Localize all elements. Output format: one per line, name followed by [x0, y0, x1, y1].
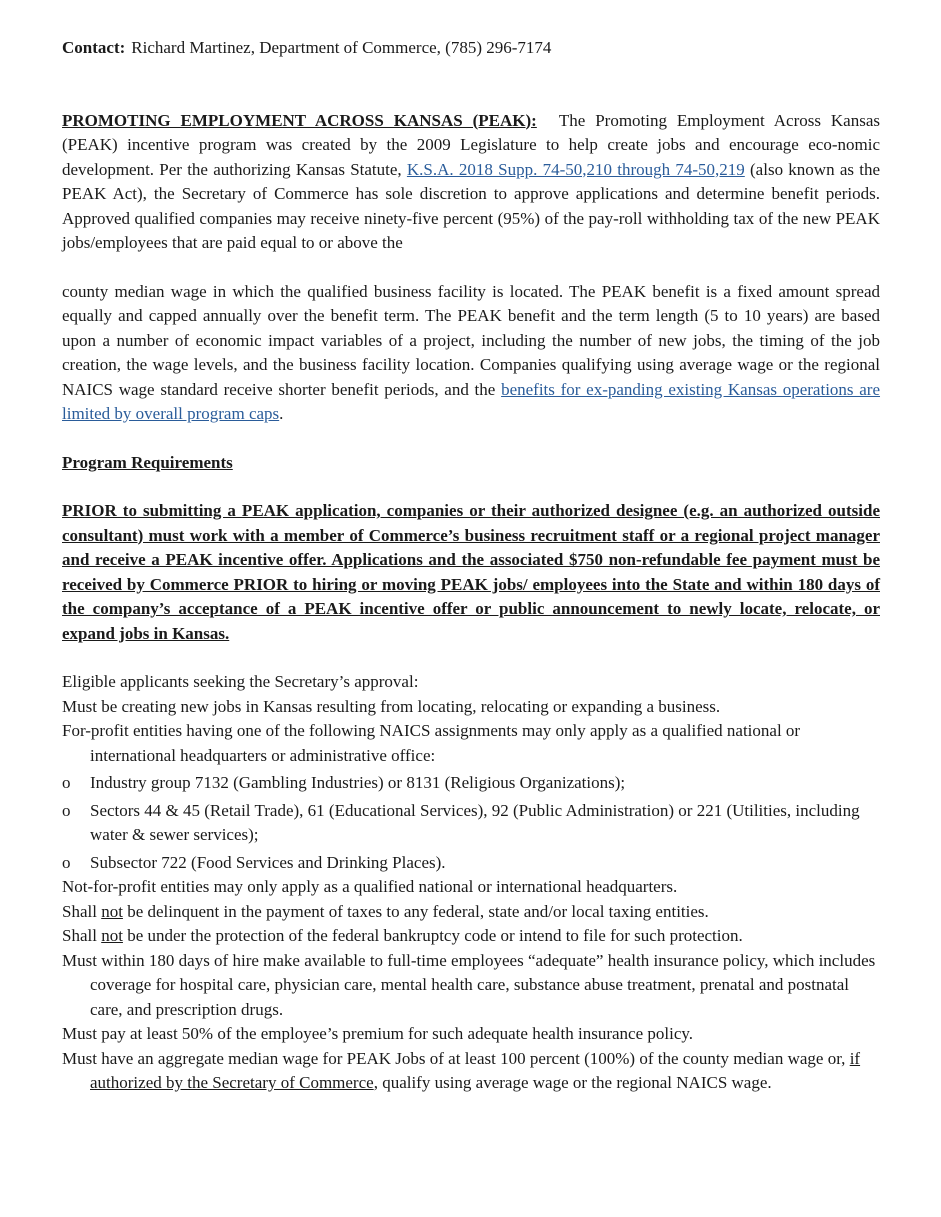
req-wage-text-a: Must have an aggregate median wage for PEAK Jobs of at least 100 percent (100%) of the county median wage or, — [62, 1048, 850, 1068]
program-title: PROMOTING EMPLOYMENT ACROSS KANSAS (PEAK): — [62, 110, 537, 130]
requirements-heading: Program Requirements — [62, 452, 233, 472]
req-taxes — [62, 900, 880, 925]
document-page — [62, 36, 880, 1096]
prior-notice-text: PRIOR to submitting a PEAK application, companies or their authorized designee (e.g. an authorized outside consultant) must work with a member of Commerce’s business recruitment staff or a regional project manager and receive a PEAK incentive offer. Applications and the associated $750 non-refundable fee payment must be received by Commerce PRIOR to hiring or moving PEAK jobs/ employees into the State and within 180 days of the company’s acceptance of a PEAK incentive offer or public announcement to newly locate, relocate, or expand jobs in Kansas — [62, 501, 880, 643]
intro-text-1: The Promoting Employment Across Kansas (PEAK) incentive program was created by the 2009 Legislature to help create jobs and encourage eco-nomic development. Per the authorizing Kansas Statute, — [62, 110, 880, 179]
req-wage-text-b: , qualify using average wage or the regional NAICS wage. — [373, 1073, 772, 1092]
prior-notice-end: . — [224, 623, 230, 643]
benefit-text-1: county median wage in which the qualified business facility is located. The PEAK benefit is a fixed amount spread equally and capped annually over the benefit term. The PEAK benefit and the term length (5 to 10 years) are based upon a number of economic impact variables of a project, including the number of new jobs, the timing of the job creation, the wage levels, and the business facility location. Companies qualifying using average wage or the regional NAICS wage standard receive shorter benefit periods, and the — [62, 281, 880, 399]
prior-notice — [62, 499, 880, 646]
contact-label: Contact: — [62, 38, 126, 57]
shall-text: Shall — [62, 926, 102, 945]
statute-link[interactable]: K.S.A. 2018 Supp. 74-50,210 through 74-50,219 — [406, 159, 745, 179]
sub-item-gambling — [62, 771, 880, 796]
sub-item-text: Sectors 44 & 45 (Retail Trade), 61 (Educational Services), 92 (Public Administration) or 221 (Utilities, including water & sewer services); — [90, 800, 860, 844]
contact-text: Richard Martinez, Department of Commerce, (785) 296-7174 — [131, 38, 552, 57]
req-for-profit: For-profit entities having one of the following NAICS assignments may only apply as a qualified national or international headquarters or administrative office: — [62, 721, 801, 765]
req-bankruptcy-text: be under the protection of the federal bankruptcy code or intend to file for such protection. — [122, 926, 743, 945]
not-text: not — [101, 926, 123, 945]
benefit-text-2: . — [279, 404, 284, 423]
shall-text: Shall — [62, 901, 102, 921]
req-nonprofit: Not-for-profit entities may only apply as a qualified national or international headquarters. — [62, 877, 678, 896]
req-new-jobs: Must be creating new jobs in Kansas resulting from locating, relocating or expanding a business. — [62, 696, 721, 716]
intro-text-2: (also known as the PEAK Act), the Secretary of Commerce has sole discretion to approve applications and determine benefit periods. Approved qualified companies may receive ninety-five percent (95%) of the pay-roll withholding tax of the new PEAK jobs/employees that are paid equal to or above the — [62, 159, 880, 252]
bullet-glyph: o — [62, 773, 71, 792]
bullet-glyph: o — [62, 852, 71, 872]
intro-paragraph — [62, 109, 880, 256]
not-text: not — [101, 901, 123, 921]
sub-item-sectors — [62, 799, 880, 848]
eligible-intro: Eligible applicants seeking the Secretary’s approval: — [62, 672, 419, 691]
contact-line — [62, 36, 880, 61]
bullet-glyph: o — [62, 800, 71, 820]
benefit-paragraph — [62, 280, 880, 427]
sub-item-food — [62, 851, 880, 876]
req-taxes-text: be delinquent in the payment of taxes to any federal, state and/or local taxing entities. — [122, 901, 709, 921]
sub-item-text: Subsector 722 (Food Services and Drinking Places). — [90, 852, 446, 872]
req-wage-authorized: if authorized by the Secretary of Commerce — [90, 1048, 861, 1092]
req-median-wage — [62, 1047, 880, 1096]
req-premium: Must pay at least 50% of the employee’s premium for such adequate health insurance policy. — [62, 1024, 694, 1043]
req-health-insurance: Must within 180 days of hire make available to full-time employees “adequate” health insurance policy, which includes coverage for hospital care, physician care, mental health care, substance abuse treatment, prenatal and postnatal care, and prescription drugs. — [62, 950, 876, 1019]
sub-item-text: Industry group 7132 (Gambling Industries) or 8131 (Religious Organizations); — [90, 773, 626, 792]
program-caps-link[interactable]: benefits for ex-panding existing Kansas operations are limited by overall program caps — [62, 379, 881, 423]
req-bankruptcy — [62, 924, 880, 949]
